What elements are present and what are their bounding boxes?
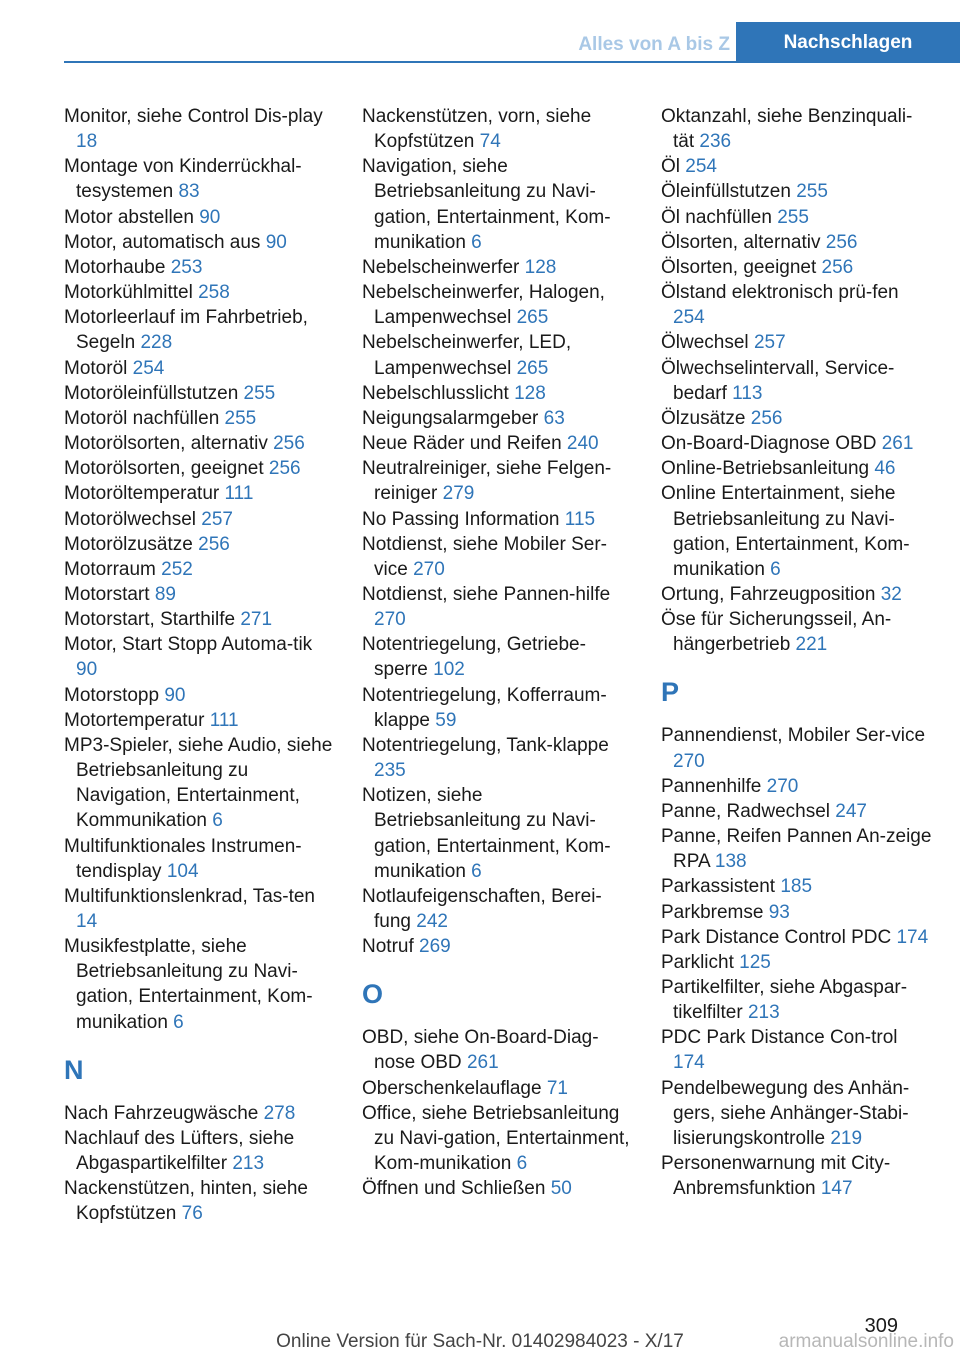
index-entry bbox=[661, 950, 933, 975]
page-reference-link[interactable]: 90 bbox=[265, 231, 287, 253]
index-entry-text: Online-Betriebsanleitung bbox=[661, 458, 870, 480]
index-entry bbox=[661, 1025, 933, 1075]
index-entry bbox=[661, 824, 933, 874]
page-reference-link[interactable]: 270 bbox=[673, 750, 705, 772]
index-entry bbox=[661, 774, 933, 799]
page-reference-link[interactable]: 6 bbox=[471, 860, 482, 882]
index-entry-text: Motorhaube bbox=[64, 256, 166, 278]
index-entry-text: Öleinfüllstutzen bbox=[661, 181, 791, 203]
page-reference-link[interactable]: 90 bbox=[164, 684, 186, 706]
page-reference-link[interactable]: 254 bbox=[132, 357, 165, 379]
index-entry bbox=[661, 230, 933, 255]
page-reference-link[interactable]: 90 bbox=[199, 206, 221, 228]
index-entry-text: Ölsorten, geeignet bbox=[661, 256, 817, 278]
index-entry-text: Ölstand elektronisch prü-fen bbox=[661, 282, 899, 304]
index-entry-text: Panne, Radwechsel bbox=[661, 800, 830, 822]
index-entry-text: Öse für Sicherungsseil, An-hängerbetrieb bbox=[661, 609, 892, 656]
index-entry bbox=[661, 481, 933, 582]
index-entry bbox=[64, 683, 336, 708]
index-entry bbox=[661, 900, 933, 925]
index-entry bbox=[661, 723, 933, 773]
page-reference-link[interactable]: 111 bbox=[224, 483, 254, 505]
index-entry-text: Parkassistent bbox=[661, 876, 776, 898]
index-entry-text: Motortemperatur bbox=[64, 709, 205, 731]
index-entry-text: Panne, Reifen Pannen An-zeige RPA bbox=[661, 826, 932, 873]
index-entry bbox=[661, 255, 933, 280]
index-entry-text: Oktanzahl, siehe Benzinquali-tät bbox=[661, 106, 913, 153]
index-entry-text: Oberschenkelauflage bbox=[362, 1077, 542, 1099]
page-reference-link[interactable]: 279 bbox=[442, 483, 475, 505]
index-entry bbox=[64, 884, 336, 934]
page-reference-link[interactable]: 147 bbox=[820, 1178, 853, 1200]
index-entry bbox=[64, 356, 336, 381]
index-entry bbox=[661, 456, 933, 481]
index-entry-text: Motorölzusätze bbox=[64, 533, 193, 555]
page-reference-link[interactable]: 221 bbox=[795, 634, 828, 656]
page-reference-link[interactable]: 257 bbox=[201, 508, 233, 530]
index-entry bbox=[64, 280, 336, 305]
index-entry-text: MP3-Spieler, siehe Audio, siehe Betriebsanleitung zu Navigation, Entertainment, Kommunikation bbox=[64, 734, 333, 832]
page-reference-link[interactable]: 6 bbox=[770, 558, 781, 580]
page-number: 309 bbox=[864, 1315, 898, 1337]
index-entry bbox=[64, 582, 336, 607]
index-entry-text: Motoröl nachfüllen bbox=[64, 407, 220, 429]
page-reference-link[interactable]: 256 bbox=[273, 433, 305, 455]
index-entry-text: Motorleerlauf im Fahrbetrieb, Segeln bbox=[64, 307, 308, 354]
index-entry bbox=[661, 406, 933, 431]
index-entry-text: Neue Räder und Reifen bbox=[362, 433, 562, 455]
index-entry-text: Montage von Kinderrückhal-tesystemen bbox=[64, 156, 302, 203]
index-column-2 bbox=[362, 104, 634, 1201]
page-reference-link[interactable]: 236 bbox=[699, 131, 732, 153]
index-entry-text: Motor, automatisch aus bbox=[64, 231, 261, 253]
page-reference-link[interactable]: 253 bbox=[170, 256, 203, 278]
page-reference-link[interactable]: 270 bbox=[374, 609, 406, 631]
index-entry bbox=[64, 507, 336, 532]
page-reference-link[interactable]: 258 bbox=[198, 282, 230, 304]
index-entry bbox=[661, 104, 933, 154]
index-entry-text: Neigungsalarmgeber bbox=[362, 407, 539, 429]
index-entry-text: Online Entertainment, siehe Betriebsanleitung zu Navi-gation, Entertainment, Kom-munikation bbox=[661, 483, 910, 580]
index-entry-text: Musikfestplatte, siehe Betriebsanleitung zu Navi-gation, Entertainment, Kom-munikation bbox=[64, 936, 313, 1033]
index-entry bbox=[362, 582, 634, 632]
index-entry bbox=[661, 799, 933, 824]
page-reference-link[interactable]: 265 bbox=[516, 357, 549, 379]
index-entry-text: Motor abstellen bbox=[64, 206, 194, 228]
page-reference-link[interactable]: 257 bbox=[753, 332, 786, 354]
watermark: armanualsonline.info bbox=[778, 1331, 954, 1352]
section-letter: O bbox=[362, 979, 384, 1010]
index-entry-text: Park Distance Control PDC bbox=[661, 926, 892, 948]
page-reference-link[interactable]: 74 bbox=[479, 131, 501, 153]
page-reference-link[interactable]: 6 bbox=[516, 1153, 528, 1175]
index-entry bbox=[362, 406, 634, 431]
page-reference-link[interactable]: 125 bbox=[739, 951, 771, 973]
footer-version-text: Online Version für Sach-Nr. 01402984023 - X/17 bbox=[276, 1331, 684, 1352]
index-entry bbox=[362, 154, 634, 255]
index-entry bbox=[362, 632, 634, 682]
index-entry-text: Motor, Start Stopp Automa-tik bbox=[64, 634, 313, 656]
index-entry-text: Motorölwechsel bbox=[64, 508, 196, 530]
index-entry-text: Notentriegelung, Getriebe-sperre bbox=[362, 634, 586, 681]
index-entry bbox=[661, 925, 933, 950]
index-entry bbox=[64, 456, 336, 481]
page-reference-link[interactable]: 261 bbox=[881, 433, 914, 455]
index-entry bbox=[661, 356, 933, 406]
index-entry-text: Motorkühlmittel bbox=[64, 282, 193, 304]
page-reference-link[interactable]: 278 bbox=[263, 1102, 296, 1124]
page-reference-link[interactable]: 18 bbox=[76, 131, 98, 153]
page-reference-link[interactable]: 128 bbox=[524, 256, 557, 278]
page-reference-link[interactable]: 115 bbox=[564, 508, 596, 530]
page-reference-link[interactable]: 256 bbox=[825, 231, 858, 253]
index-entry bbox=[362, 1076, 634, 1101]
index-entry-text: Notruf bbox=[362, 936, 414, 958]
index-entry bbox=[64, 934, 336, 1035]
index-entry bbox=[661, 179, 933, 204]
page-reference-link[interactable]: 14 bbox=[76, 911, 98, 932]
index-entry-text: Nebelscheinwerfer, Halogen, Lampenwechsel bbox=[362, 282, 605, 329]
page-reference-link[interactable]: 63 bbox=[543, 407, 565, 429]
page-reference-link[interactable]: 113 bbox=[732, 382, 763, 404]
index-entry-text: Pannenhilfe bbox=[661, 775, 762, 797]
page-reference-link[interactable]: 213 bbox=[232, 1153, 265, 1175]
index-entry bbox=[64, 305, 336, 355]
page-reference-link[interactable]: 255 bbox=[796, 181, 828, 203]
index-entry bbox=[362, 683, 634, 733]
index-entry bbox=[64, 255, 336, 280]
index-entry bbox=[64, 607, 336, 632]
index-entry-text: Ölzusätze bbox=[661, 407, 746, 429]
index-entry bbox=[64, 205, 336, 230]
page-reference-link[interactable]: 50 bbox=[550, 1178, 572, 1200]
header-divider bbox=[64, 61, 960, 63]
index-entry bbox=[64, 733, 336, 834]
index-entry bbox=[661, 431, 933, 456]
page-reference-link[interactable]: 138 bbox=[714, 851, 747, 873]
index-entry-text: Monitor, siehe Control Dis-play bbox=[64, 106, 323, 127]
index-entry bbox=[362, 456, 634, 506]
index-entry-text: Personenwarnung mit City-Anbremsfunktion bbox=[661, 1153, 891, 1200]
index-entry bbox=[661, 975, 933, 1025]
page-reference-link[interactable]: 269 bbox=[419, 936, 451, 958]
index-entry bbox=[362, 884, 634, 934]
index-entry-text: Ortung, Fahrzeugposition bbox=[661, 583, 876, 605]
index-entry-text: Nebelschlusslicht bbox=[362, 382, 509, 404]
index-entry bbox=[362, 104, 634, 154]
index-entry-text: Multifunktionales Instrumen-tendisplay bbox=[64, 835, 302, 882]
index-entry bbox=[661, 280, 933, 330]
page-reference-link[interactable]: 270 bbox=[766, 775, 799, 797]
index-entry-text: Motoröleinfüllstutzen bbox=[64, 382, 239, 404]
index-entry bbox=[362, 1025, 634, 1075]
index-entry-text: Motorraum bbox=[64, 558, 156, 580]
index-entry bbox=[362, 934, 634, 959]
index-entry bbox=[64, 381, 336, 406]
index-entry-text: No Passing Information bbox=[362, 508, 560, 530]
index-entry-text: Nackenstützen, vorn, siehe Kopfstützen bbox=[362, 106, 592, 153]
index-entry-text: Motoröltemperatur bbox=[64, 483, 220, 505]
index-entry-text: Notizen, siehe Betriebsanleitung zu Navi-gation, Entertainment, Kom-munikation bbox=[362, 785, 611, 882]
page-reference-link[interactable]: 228 bbox=[140, 332, 173, 354]
page-reference-link[interactable]: 242 bbox=[416, 911, 448, 932]
page-reference-link[interactable]: 46 bbox=[874, 458, 896, 480]
index-entry bbox=[64, 532, 336, 557]
index-entry bbox=[362, 1176, 634, 1201]
page-reference-link[interactable]: 83 bbox=[178, 181, 200, 203]
page-reference-link[interactable]: 76 bbox=[181, 1203, 203, 1225]
index-entry bbox=[64, 230, 336, 255]
index-entry-text: Öl bbox=[661, 156, 680, 178]
index-entry-text: Multifunktionslenkrad, Tas-ten bbox=[64, 885, 315, 907]
index-entry bbox=[362, 532, 634, 582]
index-entry-text: Ölwechsel bbox=[661, 332, 749, 354]
page-reference-link[interactable]: 270 bbox=[413, 558, 445, 580]
page-reference-link[interactable]: 6 bbox=[212, 810, 223, 832]
index-entry bbox=[64, 1176, 336, 1226]
index-entry bbox=[362, 255, 634, 280]
index-entry bbox=[362, 330, 634, 380]
page-reference-link[interactable]: 104 bbox=[166, 860, 199, 882]
index-entry-text: Motorstart bbox=[64, 583, 150, 605]
page-reference-link[interactable]: 256 bbox=[198, 533, 230, 555]
page-reference-link[interactable]: 235 bbox=[374, 760, 406, 782]
page-reference-link[interactable]: 102 bbox=[433, 659, 465, 681]
index-entry-text: Notdienst, siehe Mobiler Ser-vice bbox=[362, 533, 607, 580]
section-letter: N bbox=[64, 1054, 84, 1085]
page-reference-link[interactable]: 111 bbox=[209, 709, 239, 731]
page-reference-link[interactable]: 256 bbox=[821, 256, 854, 278]
index-entry-text: Parkbremse bbox=[661, 901, 764, 923]
index-entry-text: Notlaufeigenschaften, Berei-fung bbox=[362, 885, 602, 932]
index-entry bbox=[661, 205, 933, 230]
page-reference-link[interactable]: 261 bbox=[466, 1052, 499, 1074]
index-column-3 bbox=[661, 104, 933, 1201]
page-reference-link[interactable]: 59 bbox=[435, 709, 457, 731]
index-entry bbox=[362, 783, 634, 884]
index-entry bbox=[64, 1126, 336, 1176]
index-entry bbox=[64, 834, 336, 884]
index-entry bbox=[661, 1151, 933, 1201]
page-reference-link[interactable]: 174 bbox=[673, 1052, 705, 1074]
page-reference-link[interactable]: 256 bbox=[750, 407, 783, 429]
page-reference-link[interactable]: 213 bbox=[747, 1002, 780, 1024]
page-reference-link[interactable]: 6 bbox=[471, 231, 482, 253]
index-entry bbox=[362, 280, 634, 330]
page-reference-link[interactable]: 254 bbox=[673, 307, 705, 329]
index-entry-text: Office, siehe Betriebsanleitung zu Navi-gation, Entertainment, Kom-munikation bbox=[362, 1102, 630, 1175]
page-reference-link[interactable]: 174 bbox=[896, 926, 929, 948]
index-entry-text: Partikelfilter, siehe Abgaspar-tikelfilter bbox=[661, 977, 908, 1024]
page-reference-link[interactable]: 265 bbox=[516, 307, 549, 329]
index-entry-text: Notentriegelung, Kofferraum-klappe bbox=[362, 684, 607, 731]
index-entry-text: On-Board-Diagnose OBD bbox=[661, 433, 877, 455]
tab-nachschlagen[interactable]: Nachschlagen bbox=[736, 22, 960, 63]
page-reference-link[interactable]: 71 bbox=[546, 1077, 568, 1099]
page-reference-link[interactable]: 271 bbox=[240, 609, 273, 631]
index-entry-text: Nackenstützen, hinten, siehe Kopfstützen bbox=[64, 1178, 308, 1225]
index-entry bbox=[661, 607, 933, 657]
page-reference-link[interactable]: 219 bbox=[830, 1127, 863, 1149]
index-entry-text: Notdienst, siehe Pannen-hilfe bbox=[362, 583, 611, 605]
index-entry bbox=[64, 557, 336, 582]
index-entry bbox=[362, 381, 634, 406]
page-reference-link[interactable]: 252 bbox=[161, 558, 193, 580]
index-entry-text: Motorölsorten, geeignet bbox=[64, 458, 264, 480]
index-entry-text: Navigation, siehe Betriebsanleitung zu Navi-gation, Entertainment, Kom-munikation bbox=[362, 156, 611, 253]
index-entry bbox=[362, 507, 634, 532]
index-entry-text: PDC Park Distance Con-trol bbox=[661, 1027, 898, 1049]
page-reference-link[interactable]: 89 bbox=[154, 583, 176, 605]
index-entry-text: Öl nachfüllen bbox=[661, 206, 772, 228]
index-entry-text: Nebelscheinwerfer bbox=[362, 256, 520, 278]
index-entry bbox=[362, 1101, 634, 1176]
index-entry bbox=[661, 154, 933, 179]
index-entry-text: Motorstart, Starthilfe bbox=[64, 609, 236, 631]
page-reference-link[interactable]: 93 bbox=[768, 901, 790, 923]
index-entry-text: Notentriegelung, Tank-klappe bbox=[362, 734, 609, 756]
index-entry bbox=[362, 733, 634, 783]
index-entry-text: OBD, siehe On-Board-Diag-nose OBD bbox=[362, 1027, 599, 1074]
page-reference-link[interactable]: 90 bbox=[76, 659, 98, 681]
index-entry bbox=[64, 431, 336, 456]
index-entry bbox=[64, 104, 336, 154]
index-entry-text: Motorstopp bbox=[64, 684, 160, 706]
page-reference-link[interactable]: 255 bbox=[243, 382, 276, 404]
header-section-title: Alles von A bis Z bbox=[578, 34, 730, 55]
index-entry-text: Nach Fahrzeugwäsche bbox=[64, 1102, 259, 1124]
index-entry-text: Motoröl bbox=[64, 357, 128, 379]
index-entry-text: Öffnen und Schließen bbox=[362, 1178, 546, 1200]
page-reference-link[interactable]: 32 bbox=[880, 583, 902, 605]
page-reference-link[interactable]: 255 bbox=[777, 206, 809, 228]
index-entry-text: Pannendienst, Mobiler Ser-vice bbox=[661, 725, 926, 747]
page-reference-link[interactable]: 6 bbox=[173, 1011, 184, 1033]
index-entry-text: Parklicht bbox=[661, 951, 734, 973]
page-reference-link[interactable]: 240 bbox=[566, 433, 599, 455]
page-reference-link[interactable]: 256 bbox=[268, 458, 301, 480]
page-reference-link[interactable]: 254 bbox=[685, 156, 717, 178]
page-reference-link[interactable]: 247 bbox=[835, 800, 867, 822]
section-letter: P bbox=[661, 677, 680, 708]
index-entry bbox=[661, 1076, 933, 1151]
index-entry-text: Pendelbewegung des Anhän-gers, siehe Anhänger-Stabi-lisierungskontrolle bbox=[661, 1077, 910, 1149]
index-entry bbox=[64, 708, 336, 733]
index-entry-text: Nebelscheinwerfer, LED, Lampenwechsel bbox=[362, 332, 572, 379]
index-entry bbox=[362, 431, 634, 456]
page-reference-link[interactable]: 128 bbox=[514, 382, 546, 404]
index-entry bbox=[64, 632, 336, 682]
index-entry-text: Ölwechselintervall, Service-bedarf bbox=[661, 357, 895, 404]
index-column-1 bbox=[64, 104, 336, 1227]
index-entry-text: Neutralreiniger, siehe Felgen-reiniger bbox=[362, 458, 612, 505]
index-entry-text: Ölsorten, alternativ bbox=[661, 231, 821, 253]
index-entry-text: Motorölsorten, alternativ bbox=[64, 433, 268, 455]
index-entry bbox=[64, 406, 336, 431]
index-entry bbox=[661, 874, 933, 899]
index-entry bbox=[661, 330, 933, 355]
index-entry bbox=[64, 481, 336, 506]
page-reference-link[interactable]: 255 bbox=[224, 407, 257, 429]
index-entry bbox=[64, 1101, 336, 1126]
index-entry-text: Nachlauf des Lüfters, siehe Abgaspartikelfilter bbox=[64, 1127, 295, 1175]
index-entry bbox=[661, 582, 933, 607]
index-entry bbox=[64, 154, 336, 204]
page-reference-link[interactable]: 185 bbox=[780, 876, 813, 898]
